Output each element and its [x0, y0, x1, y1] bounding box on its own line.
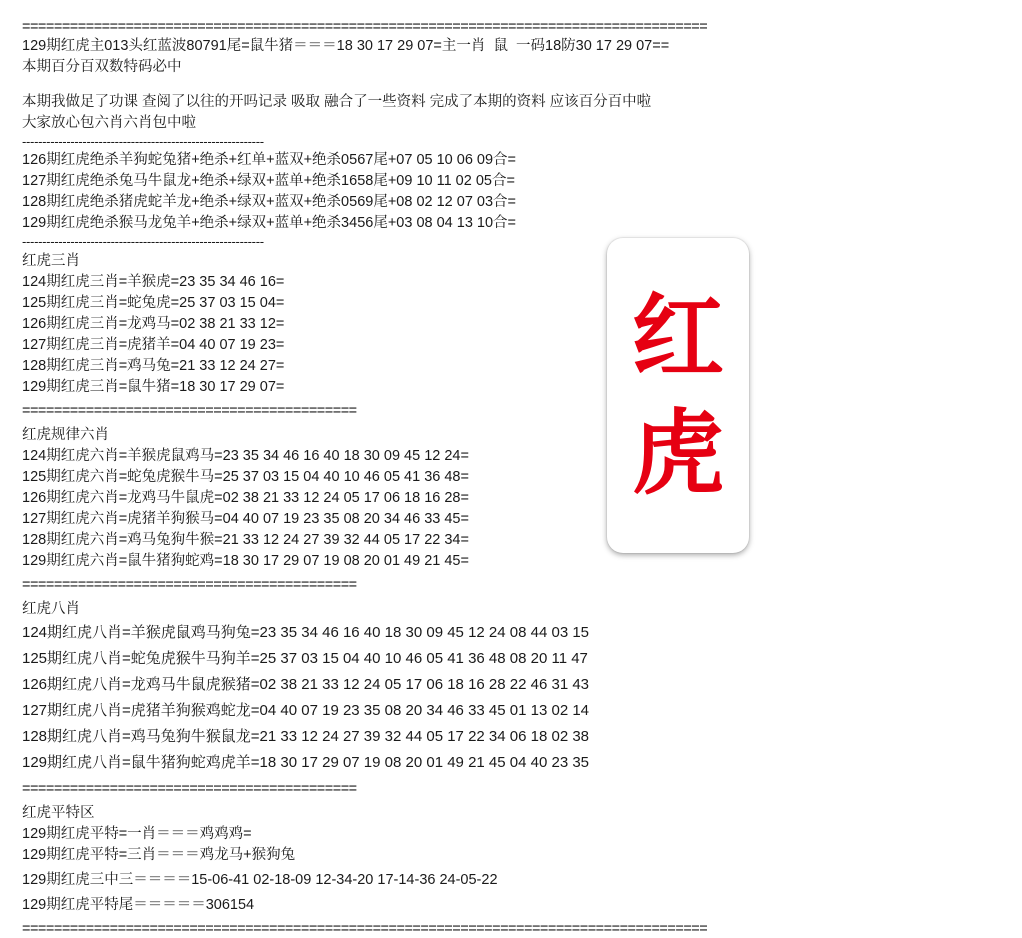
separator-equals-2: ==========================================	[22, 577, 357, 593]
baxiao-section	[22, 598, 1002, 776]
sanxiao-title: 红虎三肖	[22, 253, 80, 269]
baxiao-row: 127期红虎八肖=虎猪羊狗猴鸡蛇龙=04 40 07 19 23 35 08 20 34 46 33 45 01 13 02 14	[22, 702, 590, 719]
sanxiao-row: 124期红虎三肖=羊猴虎=23 35 34 46 16=	[22, 274, 285, 290]
sanxiao-row: 128期红虎三肖=鸡马兔=21 33 12 24 27=	[22, 358, 285, 374]
liuxiao-row: 125期红虎六肖=蛇兔虎猴牛马=25 37 03 15 04 40 10 46 05 41 36 48=	[22, 469, 469, 485]
pingte-row: 129期红虎平特=一肖＝＝＝鸡鸡鸡=	[22, 826, 252, 842]
juesha-row: 127期红虎绝杀兔马牛鼠龙+绝杀+绿双+蓝单+绝杀1658尾+09 10 11 02 05合=	[22, 173, 515, 189]
juesha-section	[22, 150, 1002, 234]
juesha-row: 126期红虎绝杀羊狗蛇兔猪+绝杀+红单+蓝双+绝杀0567尾+07 05 10 06 09合=	[22, 152, 517, 168]
baxiao-row: 124期红虎八肖=羊猴虎鼠鸡马狗兔=23 35 34 46 16 40 18 30 09 45 12 24 08 44 03 15	[22, 624, 590, 641]
juesha-row: 129期红虎绝杀猴马龙兔羊+绝杀+绿双+蓝单+绝杀3456尾+03 08 04 13 10合=	[22, 215, 517, 231]
separator-bottom: ======================================================================================	[22, 921, 708, 937]
separator-dash-1: ------------------------------------------------------------	[22, 134, 264, 149]
logo-char-hu: 虎	[631, 399, 724, 507]
liuxiao-row: 127期红虎六肖=虎猪羊狗猴马=04 40 07 19 23 35 08 20 34 46 33 45=	[22, 511, 469, 527]
baxiao-row: 128期红虎八肖=鸡马兔狗牛猴鼠龙=21 33 12 24 27 39 32 44 05 17 22 34 06 18 02 38	[22, 728, 590, 745]
spacer-after-header	[22, 78, 1002, 92]
pingte-row: 129期红虎平特尾＝＝＝＝＝306154	[22, 897, 255, 913]
logo-char-hong: 红	[631, 283, 724, 391]
separator-equals-1: ==========================================	[22, 403, 357, 419]
pingte-section	[22, 802, 1002, 916]
separator-equals-3: ==========================================	[22, 781, 357, 797]
sanxiao-section	[22, 250, 1002, 398]
pingte-title: 红虎平特区	[22, 805, 95, 821]
header-line-2: 本期百分百双数特码必中	[22, 59, 182, 75]
liuxiao-section	[22, 424, 1002, 572]
liuxiao-row: 129期红虎六肖=鼠牛猪狗蛇鸡=18 30 17 29 07 19 08 20 01 49 21 45=	[22, 553, 469, 569]
header-line-1: 129期红虎主013头红蓝波80791尾=鼠牛猪＝＝＝18 30 17 29 07=主一肖 鼠 一码18防30 17 29 07==	[22, 38, 670, 54]
separator-dash-2: ------------------------------------------------------------	[22, 234, 264, 249]
liuxiao-row: 124期红虎六肖=羊猴虎鼠鸡马=23 35 34 46 16 40 18 30 09 45 12 24=	[22, 448, 469, 464]
sanxiao-row: 129期红虎三肖=鼠牛猪=18 30 17 29 07=	[22, 379, 285, 395]
sanxiao-row: 126期红虎三肖=龙鸡马=02 38 21 33 12=	[22, 316, 285, 332]
pingte-row: 129期红虎三中三＝＝＝＝15-06-41 02-18-09 12-34-20 17-14-36 24-05-22	[22, 872, 498, 888]
header-line-3: 本期我做足了功课 查阅了以往的开吗记录 吸取 融合了一些资料 完成了本期的资料 应该百分百中啦	[22, 94, 652, 110]
baxiao-title: 红虎八肖	[22, 601, 80, 617]
separator-top: ======================================================================================	[22, 19, 708, 35]
sanxiao-row: 127期红虎三肖=虎猪羊=04 40 07 19 23=	[22, 337, 285, 353]
liuxiao-row: 126期红虎六肖=龙鸡马牛鼠虎=02 38 21 33 12 24 05 17 06 18 16 28=	[22, 490, 469, 506]
juesha-row: 128期红虎绝杀猪虎蛇羊龙+绝杀+绿双+蓝双+绝杀0569尾+08 02 12 07 03合=	[22, 194, 517, 210]
sanxiao-row: 125期红虎三肖=蛇兔虎=25 37 03 15 04=	[22, 295, 285, 311]
header-line-4: 大家放心包六肖六肖包中啦	[22, 115, 196, 131]
baxiao-row: 126期红虎八肖=龙鸡马牛鼠虎猴猪=02 38 21 33 12 24 05 17 06 18 16 28 22 46 31 43	[22, 676, 590, 693]
pingte-row: 129期红虎平特=三肖＝＝＝鸡龙马+猴狗兔	[22, 847, 296, 863]
baxiao-row: 129期红虎八肖=鼠牛猪狗蛇鸡虎羊=18 30 17 29 07 19 08 20 01 49 21 45 04 40 23 35	[22, 754, 590, 771]
red-tiger-logo-card	[607, 238, 749, 553]
liuxiao-row: 128期红虎六肖=鸡马兔狗牛猴=21 33 12 24 27 39 32 44 05 17 22 34=	[22, 532, 469, 548]
baxiao-row: 125期红虎八肖=蛇兔虎猴牛马狗羊=25 37 03 15 04 40 10 46 05 41 36 48 08 20 11 47	[22, 650, 588, 667]
liuxiao-title: 红虎规律六肖	[22, 427, 109, 443]
